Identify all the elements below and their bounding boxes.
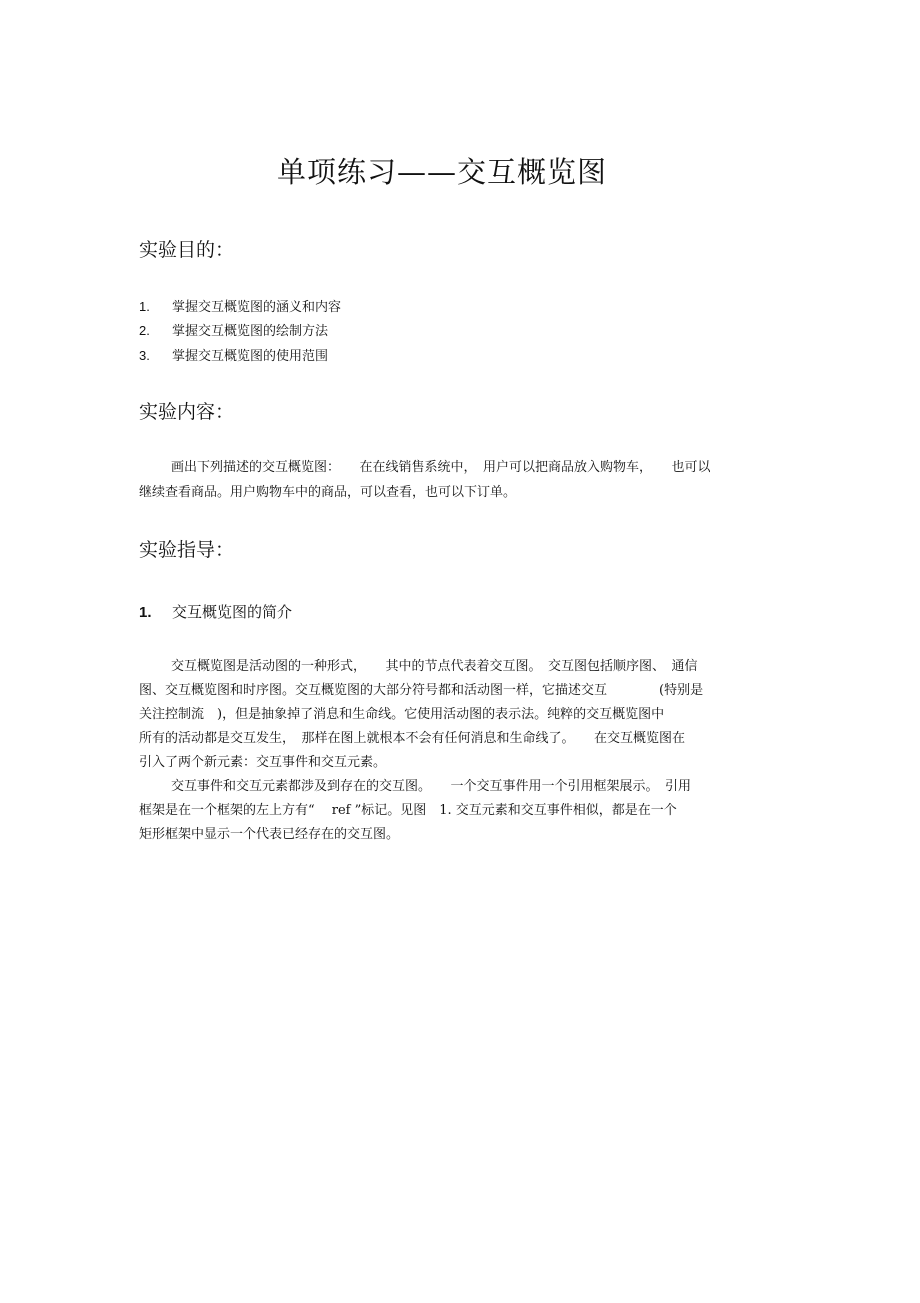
paragraph-line: 框架是在一个框架的左上方有“ ref ”标记。见图 1. 交互元素和交互事件相似，都是在一个 xyxy=(139,803,677,818)
paragraph-line: 交互事件和交互元素都涉及到存在的交互图。 一个交互事件用一个引用框架展示。 引用 xyxy=(171,779,692,794)
list-text: 掌握交互概览图的涵义和内容 xyxy=(172,300,342,315)
paragraph-line: 引入了两个新元素：交互事件和交互元素。 xyxy=(139,755,387,770)
purpose-heading: 实验目的： xyxy=(139,239,235,261)
content-heading: 实验内容： xyxy=(139,401,235,423)
paragraph-line: 关注控制流 )，但是抽象掉了消息和生命线。它使用活动图的表示法。纯粹的交互概览图中 xyxy=(139,707,665,722)
list-number: 3. xyxy=(139,348,150,363)
purpose-list-item xyxy=(139,296,341,315)
subsection-title: 交互概览图的简介 xyxy=(172,603,293,621)
paragraph-line: 交互概览图是活动图的一种形式， 其中的节点代表着交互图。 交互图包括顺序图、 通信 xyxy=(171,659,698,674)
guidance-heading: 实验指导： xyxy=(139,539,235,561)
purpose-list-item xyxy=(139,320,328,339)
list-number: 1. xyxy=(139,299,150,314)
paragraph-line: 图、交互概览图和时序图。交互概览图的大部分符号都和活动图一样，它描述交互 (特别是 xyxy=(139,683,704,698)
list-number: 2. xyxy=(139,323,150,338)
subsection-heading xyxy=(139,601,292,622)
list-text: 掌握交互概览图的绘制方法 xyxy=(172,324,329,339)
purpose-list-item xyxy=(139,345,328,364)
content-line: 继续查看商品。用户购物车中的商品，可以查看，也可以下订单。 xyxy=(139,485,517,500)
list-text: 掌握交互概览图的使用范围 xyxy=(172,349,329,364)
content-line: 画出下列描述的交互概览图： 在在线销售系统中， 用户可以把商品放入购物车， 也可以 xyxy=(171,460,711,475)
subsection-number: 1. xyxy=(139,604,152,621)
paragraph-line: 所有的活动都是交互发生， 那样在图上就根本不会有任何消息和生命线了。 在交互概览图在 xyxy=(139,731,686,746)
page-title: 单项练习——交互概览图 xyxy=(276,155,607,189)
paragraph-line: 矩形框架中显示一个代表已经存在的交互图。 xyxy=(139,827,400,842)
